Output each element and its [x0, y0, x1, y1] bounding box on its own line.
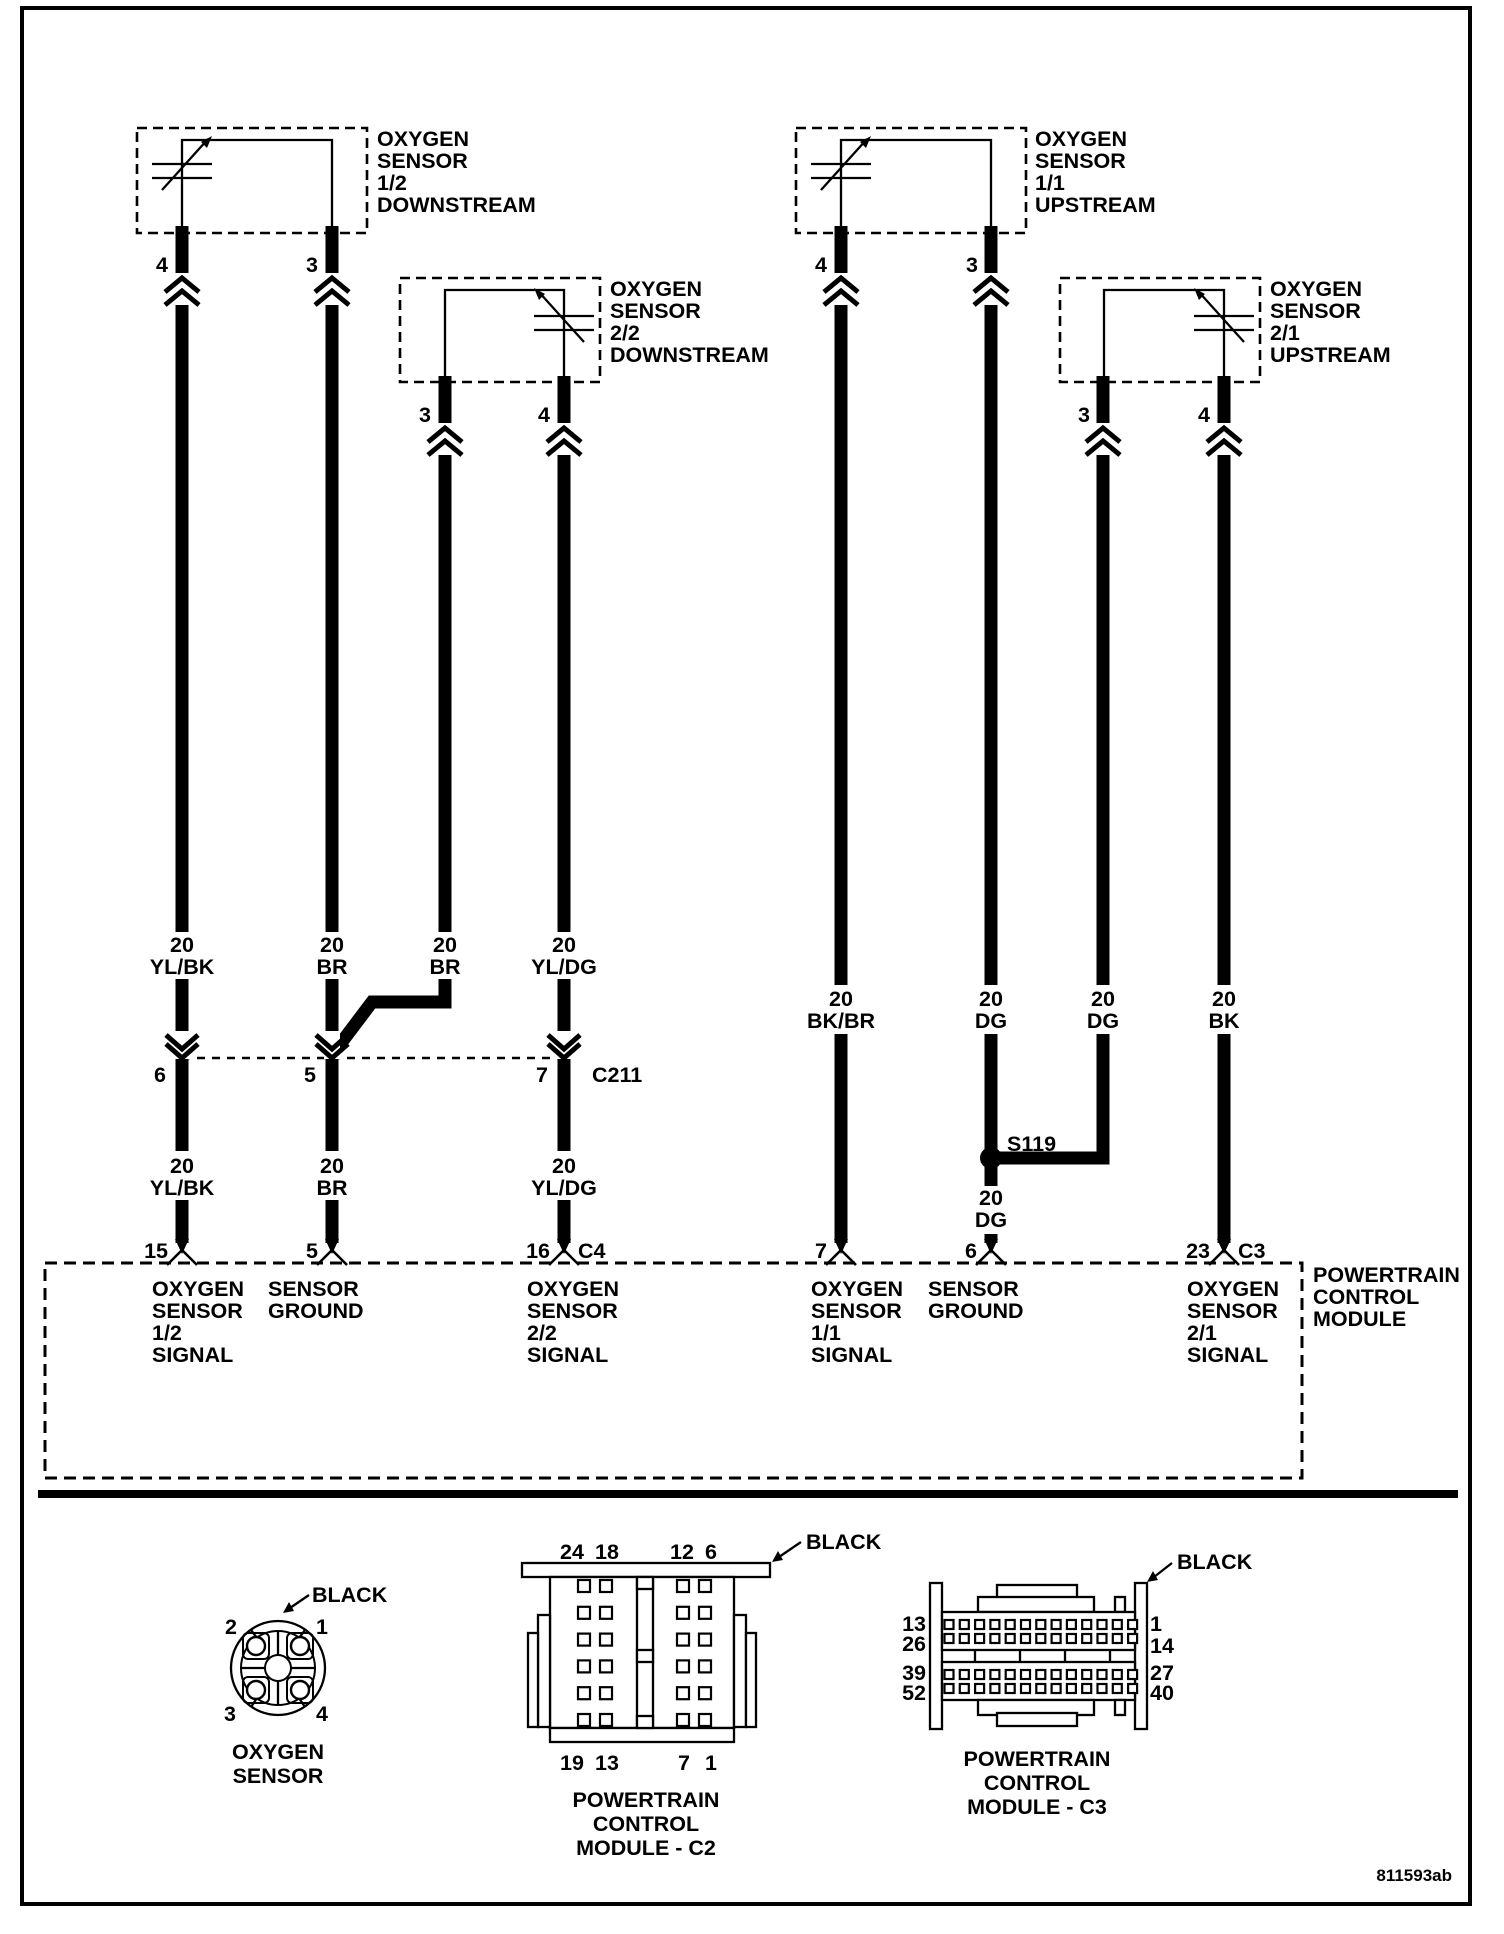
pin-square-icon — [578, 1660, 590, 1672]
pin-square-icon — [960, 1684, 969, 1693]
sensor-label: UPSTREAM — [1035, 193, 1156, 217]
sensor-label: SENSOR — [1270, 299, 1361, 323]
pcm-pin-fork-icon — [167, 1239, 197, 1265]
wire-label: 20 — [552, 1154, 576, 1178]
pcm-connector-ref: C4 — [578, 1239, 606, 1263]
connector-pin-number: 1 — [705, 1751, 717, 1775]
pin-square-icon — [975, 1620, 984, 1629]
pcm-signal-label — [268, 1277, 364, 1323]
pin-hole-icon — [291, 1681, 309, 1699]
splice-label: S119 — [1007, 1132, 1057, 1156]
module-line: CONTROL — [1313, 1285, 1420, 1309]
pcm-pin-fork-icon — [549, 1239, 579, 1265]
pin-square-icon — [1067, 1684, 1076, 1693]
signal-line: OXYGEN — [1187, 1277, 1279, 1301]
pin-square-icon — [945, 1634, 954, 1643]
connector-pin-number: 19 — [560, 1751, 584, 1775]
wire-label: 20 — [320, 933, 344, 957]
pin-square-icon — [578, 1580, 590, 1592]
splice-dot-icon — [980, 1147, 1002, 1169]
pin-square-icon — [677, 1660, 689, 1672]
inline-connector-icon — [824, 273, 858, 305]
sensor-pin-number: 3 — [966, 253, 978, 277]
pin-square-icon — [699, 1634, 711, 1646]
pin-hole-icon — [247, 1637, 265, 1655]
pin-square-icon — [600, 1607, 612, 1619]
wire-label: 20 — [170, 933, 194, 957]
pin-square-icon — [1082, 1670, 1091, 1679]
sensor-label: UPSTREAM — [1270, 343, 1391, 367]
pin-square-icon — [975, 1670, 984, 1679]
sensor-label: 1/1 — [1035, 171, 1065, 195]
oxygen-sensor-connector-pinout — [224, 1583, 388, 1788]
pin-square-icon — [1036, 1634, 1045, 1643]
connector-pin-number: 26 — [902, 1632, 926, 1656]
pin-square-icon — [578, 1607, 590, 1619]
sensor-label: OXYGEN — [1035, 127, 1127, 151]
pin-square-icon — [990, 1670, 999, 1679]
inline-connector-icon — [1086, 423, 1120, 455]
pin-square-icon — [1052, 1670, 1061, 1679]
signal-line: SENSOR — [268, 1277, 359, 1301]
pin-square-icon — [699, 1607, 711, 1619]
wire-label: BK/BR — [806, 1009, 876, 1033]
pcm-pin-number: 15 — [144, 1239, 168, 1263]
pin-square-icon — [1036, 1670, 1045, 1679]
pin-square-icon — [1006, 1670, 1015, 1679]
pin-square-icon — [677, 1607, 689, 1619]
connector-title: CONTROL — [983, 1771, 1091, 1795]
connector-pin-number: 1 — [316, 1615, 328, 1639]
connector-color-label: BLACK — [312, 1583, 388, 1607]
connector-title: SENSOR — [232, 1764, 324, 1788]
pin-square-icon — [600, 1580, 612, 1592]
pin-square-icon — [1006, 1684, 1015, 1693]
sensor-pin-number: 4 — [156, 253, 168, 277]
pin-square-icon — [1128, 1684, 1137, 1693]
sensor-pin-number: 4 — [538, 403, 550, 427]
signal-line: SIGNAL — [811, 1343, 893, 1367]
sensor-pin-number: 4 — [815, 253, 827, 277]
sensor-label: OXYGEN — [610, 277, 702, 301]
wire-label: 20 — [1091, 987, 1115, 1011]
pin-square-icon — [1113, 1634, 1122, 1643]
signal-line: OXYGEN — [527, 1277, 619, 1301]
wire-label: DG — [974, 1009, 1008, 1033]
pin-square-icon — [677, 1580, 689, 1592]
pin-square-icon — [1021, 1620, 1030, 1629]
signal-line: SENSOR — [928, 1277, 1019, 1301]
signal-line: SENSOR — [811, 1299, 902, 1323]
wire-label: 20 — [1212, 987, 1236, 1011]
pin-square-icon — [677, 1687, 689, 1699]
wire-label: 20 — [829, 987, 853, 1011]
module-line: MODULE — [1313, 1307, 1407, 1331]
wire-label: BR — [316, 955, 348, 979]
wire-label: BK — [1208, 1009, 1240, 1033]
pin-square-icon — [960, 1670, 969, 1679]
pin-hole-icon — [291, 1637, 309, 1655]
pcm-pin-fork-icon — [826, 1239, 856, 1265]
pin-square-icon — [990, 1620, 999, 1629]
wire-label: YL/DG — [531, 1176, 597, 1200]
sensor-label: SENSOR — [377, 149, 468, 173]
pin-square-icon — [1067, 1670, 1076, 1679]
connector-title: CONTROL — [592, 1812, 700, 1836]
signal-line: SENSOR — [152, 1299, 243, 1323]
pin-square-icon — [699, 1580, 711, 1592]
signal-line: SENSOR — [527, 1299, 618, 1323]
pin-square-icon — [600, 1634, 612, 1646]
inline-connector-icon — [548, 1031, 580, 1059]
connector-pin-number: 52 — [902, 1681, 926, 1705]
signal-line: OXYGEN — [811, 1277, 903, 1301]
wire-label: 20 — [320, 1154, 344, 1178]
pcm-connector-ref: C3 — [1238, 1239, 1266, 1263]
pin-square-icon — [600, 1687, 612, 1699]
pin-square-icon — [677, 1714, 689, 1726]
c211-pin-number: 7 — [536, 1063, 548, 1087]
pcm-pin-fork-icon — [317, 1239, 347, 1265]
signal-line: GROUND — [928, 1299, 1024, 1323]
pcm-signal-label — [928, 1277, 1024, 1323]
connector-pin-number: 4 — [316, 1702, 328, 1726]
connector-title: POWERTRAIN — [963, 1747, 1111, 1771]
pin-square-icon — [1036, 1620, 1045, 1629]
pin-square-icon — [1052, 1634, 1061, 1643]
pcm-signal-label — [152, 1277, 244, 1367]
pcm-pin-fork-icon — [976, 1239, 1006, 1265]
connector-pin-number: 13 — [595, 1751, 619, 1775]
signal-line: GROUND — [268, 1299, 364, 1323]
pin-square-icon — [1098, 1684, 1107, 1693]
signal-line: SIGNAL — [152, 1343, 234, 1367]
pin-square-icon — [960, 1634, 969, 1643]
pcm-signal-label — [1187, 1277, 1279, 1367]
signal-line: 2/2 — [527, 1321, 557, 1345]
sensor-label: 1/2 — [377, 171, 407, 195]
wire-label: 20 — [170, 1154, 194, 1178]
signal-line: 2/1 — [1187, 1321, 1217, 1345]
module-line: POWERTRAIN — [1313, 1263, 1460, 1287]
inline-connector-icon — [547, 423, 581, 455]
wire-label: 20 — [552, 933, 576, 957]
connector-pin-number: 13 — [902, 1612, 926, 1636]
wire-runs — [182, 226, 1224, 1243]
sensor-pin-number: 4 — [1198, 403, 1210, 427]
sensor-label: SENSOR — [610, 299, 701, 323]
pin-square-icon — [1067, 1620, 1076, 1629]
pin-square-icon — [600, 1660, 612, 1672]
c211-pin-number: 5 — [304, 1063, 316, 1087]
pcm-module-label — [1313, 1263, 1460, 1331]
oxygen-sensor-2-2-downstream — [400, 277, 769, 427]
pin-square-icon — [600, 1714, 612, 1726]
signal-line: SENSOR — [1187, 1299, 1278, 1323]
inline-connector-icon — [166, 1031, 198, 1059]
pin-square-icon — [1082, 1684, 1091, 1693]
connector-pin-number: 1 — [1150, 1612, 1162, 1636]
pin-square-icon — [1113, 1620, 1122, 1629]
pin-square-icon — [699, 1687, 711, 1699]
pcm-signal-label — [811, 1277, 903, 1367]
pcm-c3-connector-pinout — [902, 1550, 1253, 1819]
connector-pin-number: 14 — [1150, 1634, 1174, 1658]
wire-label: 20 — [979, 987, 1003, 1011]
connector-pin-number: 27 — [1150, 1661, 1174, 1685]
inline-connector-icon — [315, 273, 349, 305]
signal-line: SIGNAL — [527, 1343, 609, 1367]
pin-square-icon — [1128, 1634, 1137, 1643]
powertrain-control-module-box — [45, 1239, 1460, 1478]
pin-square-icon — [1052, 1620, 1061, 1629]
pin-square-icon — [578, 1687, 590, 1699]
connector-pin-number: 18 — [595, 1540, 619, 1564]
pin-square-icon — [1128, 1670, 1137, 1679]
sensor-pin-number: 3 — [1078, 403, 1090, 427]
pcm-pin-number: 23 — [1186, 1239, 1210, 1263]
wire-label: 20 — [979, 1186, 1003, 1210]
pin-square-icon — [699, 1714, 711, 1726]
sensor-label: SENSOR — [1035, 149, 1126, 173]
signal-line: OXYGEN — [152, 1277, 244, 1301]
wire-label: 20 — [433, 933, 457, 957]
oxygen-sensor-1-1-upstream — [796, 127, 1156, 277]
pin-square-icon — [1006, 1634, 1015, 1643]
pin-square-icon — [945, 1684, 954, 1693]
pcm-pin-number: 6 — [965, 1239, 977, 1263]
pin-square-icon — [699, 1660, 711, 1672]
connector-pin-number: 39 — [902, 1661, 926, 1685]
wire-label: BR — [316, 1176, 348, 1200]
pin-square-icon — [1036, 1684, 1045, 1693]
pin-square-icon — [945, 1670, 954, 1679]
pin-square-icon — [1021, 1670, 1030, 1679]
signal-line: SIGNAL — [1187, 1343, 1269, 1367]
pin-square-icon — [1113, 1670, 1122, 1679]
pcm-signal-label — [527, 1277, 619, 1367]
sensor-label: DOWNSTREAM — [377, 193, 536, 217]
c211-label: C211 — [592, 1063, 643, 1087]
pin-square-icon — [1067, 1634, 1076, 1643]
pin-square-icon — [1082, 1620, 1091, 1629]
sensor-label: 2/1 — [1270, 321, 1300, 345]
c211-pin-number: 6 — [154, 1063, 166, 1087]
pin-square-icon — [975, 1634, 984, 1643]
connector-pin-number: 40 — [1150, 1681, 1174, 1705]
pin-square-icon — [1006, 1620, 1015, 1629]
sensor-label: 2/2 — [610, 321, 640, 345]
pin-square-icon — [1082, 1634, 1091, 1643]
pcm-pin-fork-icon — [1209, 1239, 1239, 1265]
pin-square-icon — [578, 1714, 590, 1726]
connector-pin-number: 7 — [678, 1751, 690, 1775]
inline-connector-icon — [428, 423, 462, 455]
pin-square-icon — [1098, 1634, 1107, 1643]
connector-title: OXYGEN — [232, 1740, 324, 1764]
pcm-c2-connector-pinout — [522, 1530, 882, 1860]
pin-hole-icon — [247, 1681, 265, 1699]
pin-square-icon — [1021, 1634, 1030, 1643]
connector-title: MODULE - C2 — [576, 1836, 716, 1860]
pin-square-icon — [1052, 1684, 1061, 1693]
pcm-pin-number: 5 — [306, 1239, 318, 1263]
connector-pin-number: 2 — [225, 1615, 237, 1639]
inline-connector-icon — [974, 273, 1008, 305]
pin-square-icon — [578, 1634, 590, 1646]
pin-square-icon — [975, 1684, 984, 1693]
connector-color-label: BLACK — [1177, 1550, 1253, 1574]
wire-label: DG — [1086, 1009, 1120, 1033]
pin-square-icon — [1021, 1684, 1030, 1693]
inline-connector-icon — [1207, 423, 1241, 455]
connector-color-label: BLACK — [806, 1530, 882, 1554]
sensor-label: OXYGEN — [1270, 277, 1362, 301]
pin-square-icon — [990, 1634, 999, 1643]
figure-id: 811593ab — [1376, 1866, 1452, 1885]
wire-label: YL/DG — [531, 955, 597, 979]
pin-square-icon — [1113, 1684, 1122, 1693]
pin-square-icon — [990, 1684, 999, 1693]
pcm-pin-number: 7 — [815, 1239, 827, 1263]
pin-square-icon — [1098, 1620, 1107, 1629]
sensor-label: OXYGEN — [377, 127, 469, 151]
wire-label: BR — [429, 955, 461, 979]
signal-line: 1/2 — [152, 1321, 182, 1345]
connector-title: MODULE - C3 — [967, 1795, 1107, 1819]
connector-pin-number: 12 — [670, 1540, 694, 1564]
pin-square-icon — [945, 1620, 954, 1629]
pin-square-icon — [1098, 1670, 1107, 1679]
sensor-pin-number: 3 — [419, 403, 431, 427]
connector-pin-number: 3 — [224, 1702, 236, 1726]
connector-pin-number: 24 — [560, 1540, 584, 1564]
wire-label: DG — [974, 1208, 1008, 1232]
sensor-pin-number: 3 — [306, 253, 318, 277]
inline-connector-icon — [165, 273, 199, 305]
connector-title: POWERTRAIN — [572, 1788, 720, 1812]
pin-square-icon — [960, 1620, 969, 1629]
wire-label: YL/BK — [149, 1176, 215, 1200]
wire-label: YL/BK — [149, 955, 215, 979]
pcm-pin-number: 16 — [526, 1239, 550, 1263]
pin-square-icon — [677, 1634, 689, 1646]
connector-pin-number: 6 — [705, 1540, 717, 1564]
pin-square-icon — [1128, 1620, 1137, 1629]
sensor-label: DOWNSTREAM — [610, 343, 769, 367]
signal-line: 1/1 — [811, 1321, 841, 1345]
